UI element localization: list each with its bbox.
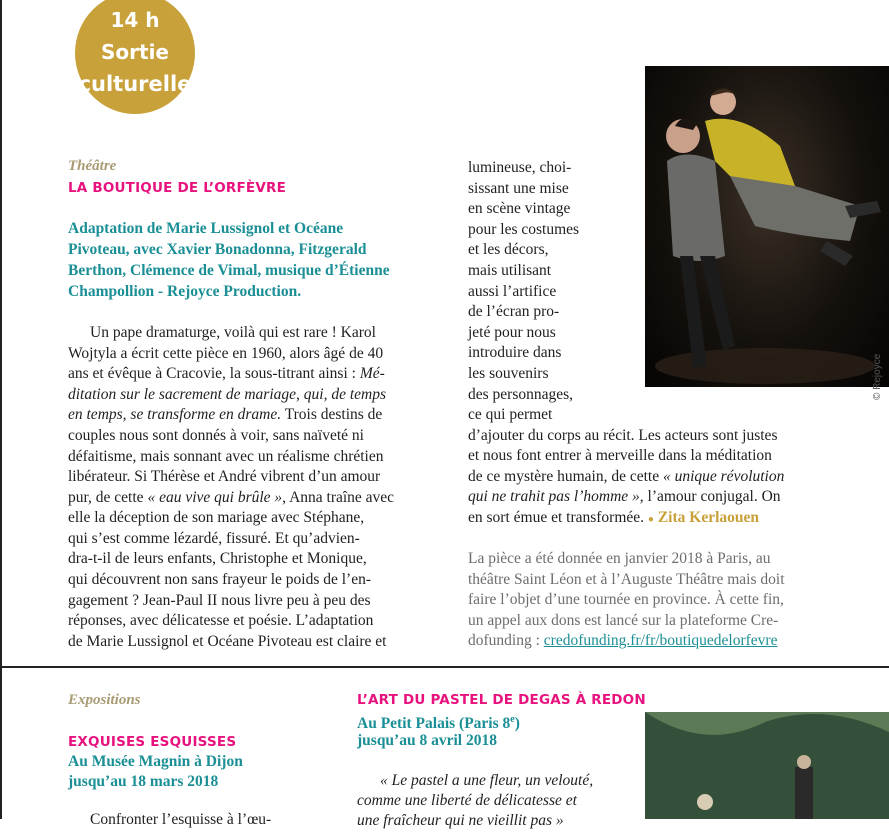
note-line: La pièce a été donnée en janvier 2018 à Paris, au: [468, 550, 771, 567]
body-left-line: qui découvrent non sans frayeur le poids de l’en-: [68, 571, 372, 588]
body-mid-line: pour les costumes: [468, 221, 580, 238]
body-left-line: libérateur. Si Thérèse et André vibrent d’un amour: [68, 468, 381, 485]
theatre-credits-4: Champollion - Rejoyce Production.: [68, 283, 302, 300]
expositions-category: Expositions: [68, 692, 141, 708]
expo1-title: EXQUISES ESQUISSES: [68, 734, 237, 750]
body-left-line: en temps, se transforme en drame. Trois destins de: [68, 406, 383, 423]
expo1-body: Confronter l’esquisse à l’œu-: [90, 811, 272, 828]
time-badge: [75, 0, 195, 114]
body-left-line: qui s’est comme lézardé, fissuré. Et qu’advien-: [68, 530, 360, 547]
badge-line1: Sortie: [101, 40, 169, 64]
body-left-line: gagement ? Jean-Paul II nous livre peu à peu des: [68, 592, 371, 609]
body-mid-line: les souvenirs: [468, 365, 549, 382]
body-mid-line: de l’écran pro-: [468, 303, 560, 320]
expo1-venue: Au Musée Magnin à Dijon: [68, 753, 243, 770]
note-line: dofunding : credofunding.fr/fr/boutiquedelorfevre: [468, 632, 778, 649]
body-left-line: Un pape dramaturge, voilà qui est rare ! Karol: [90, 324, 376, 341]
body-mid-line: lumineuse, choi-: [468, 159, 572, 176]
author-bullet: ●: [647, 514, 654, 525]
theatre-category: Théâtre: [68, 158, 117, 174]
body-left-line: Wojtyla a écrit cette pièce en 1960, alors âgé de 40: [68, 345, 384, 362]
expo2-venue: Au Petit Palais (Paris 8e): [357, 714, 520, 733]
note-line: faire l’objet d’une tournée en province. À cette fin,: [468, 591, 784, 608]
expo2-quote: une fraîcheur qui ne vieillit pas »: [357, 812, 564, 829]
body-left-line: pur, de cette « eau vive qui brûle », Anna traîne avec: [68, 489, 395, 506]
theatre-credits-2: Pivoteau, avec Xavier Bonadonna, Fitzgerald: [68, 241, 367, 258]
expo2-quote: comme une liberté de délicatesse et: [357, 792, 577, 809]
painting-illustration: [645, 712, 889, 819]
body-left-line: dra-t-il de leurs enfants, Christophe et Monique,: [68, 550, 367, 567]
body-mid-line: jeté pour nous: [468, 324, 556, 341]
body-left-line: réponses, avec délicatesse et poésie. L’adaptation: [68, 612, 374, 629]
note-line: théâtre Saint Léon et à l’Auguste Théâtre mais doit: [468, 571, 785, 588]
body-left-line: elle la déception de son mariage avec Stéphane,: [68, 509, 365, 526]
body-left-line: ditation sur le sacrement de mariage, qui, de temps: [68, 386, 386, 403]
note-line: un appel aux dons est lancé sur la plateforme Cre-: [468, 612, 779, 629]
body-right-line: en sort émue et transformée. ● Zita Kerlaouen: [468, 509, 760, 526]
author-name: Zita Kerlaouen: [657, 509, 760, 526]
body-mid-line: ce qui permet: [468, 406, 553, 423]
body-mid-line: en scène vintage: [468, 200, 571, 217]
body-mid-line: des personnages,: [468, 386, 574, 403]
body-mid-line: sissant une mise: [468, 180, 569, 197]
body-mid-line: introduire dans: [468, 344, 562, 361]
crowdfunding-link[interactable]: credofunding.fr/fr/boutiquedelorfevre: [543, 632, 778, 649]
theatre-credits-3: Berthon, Clémence de Vimal, musique d’Étienne: [68, 262, 390, 279]
theatre-credits-1: Adaptation de Marie Lussignol et Océane: [68, 220, 344, 237]
degas-painting: [645, 712, 889, 819]
badge-time: 14 h: [110, 8, 160, 32]
badge-line2: culturelle: [78, 72, 192, 96]
expo1-dates: jusqu’au 18 mars 2018: [68, 773, 219, 790]
body-mid-line: et les décors,: [468, 241, 549, 258]
theatre-title: LA BOUTIQUE DE L’ORFÈVRE: [68, 180, 287, 196]
expo2-quote: « Le pastel a une fleur, un velouté,: [380, 772, 594, 789]
body-left-line: défaitisme, mais sonnant avec un réalisme chrétien: [68, 448, 384, 465]
section-divider: [0, 666, 889, 668]
body-right-line: de ce mystère humain, de cette « unique révolution: [468, 468, 785, 485]
expo2-dates: jusqu’au 8 avril 2018: [357, 732, 497, 749]
body-left-line: de Marie Lussignol et Océane Pivoteau est claire et: [68, 633, 387, 650]
page-border-left: [0, 0, 2, 819]
body-right-line: qui ne trahit pas l’homme », l’amour conjugal. On: [468, 488, 781, 505]
body-left-line: ans et évêque à Cracovie, la sous-titrant ainsi : Mé-: [68, 365, 385, 382]
body-left-line: couples nous sont donnés à voir, sans naïveté ni: [68, 427, 364, 444]
dancing-couple-illustration: [645, 66, 889, 387]
body-right-line: et nous font entrer à merveille dans la méditation: [468, 447, 772, 464]
theatre-photo: [645, 66, 889, 387]
expo2-title: L’ART DU PASTEL DE DEGAS À REDON: [357, 692, 646, 708]
photo-credit: © Rejoyce: [872, 353, 883, 400]
body-mid-line: mais utilisant: [468, 262, 552, 279]
body-mid-line: aussi l’artifice: [468, 283, 557, 300]
body-right-line: d’ajouter du corps au récit. Les acteurs sont justes: [468, 427, 778, 444]
